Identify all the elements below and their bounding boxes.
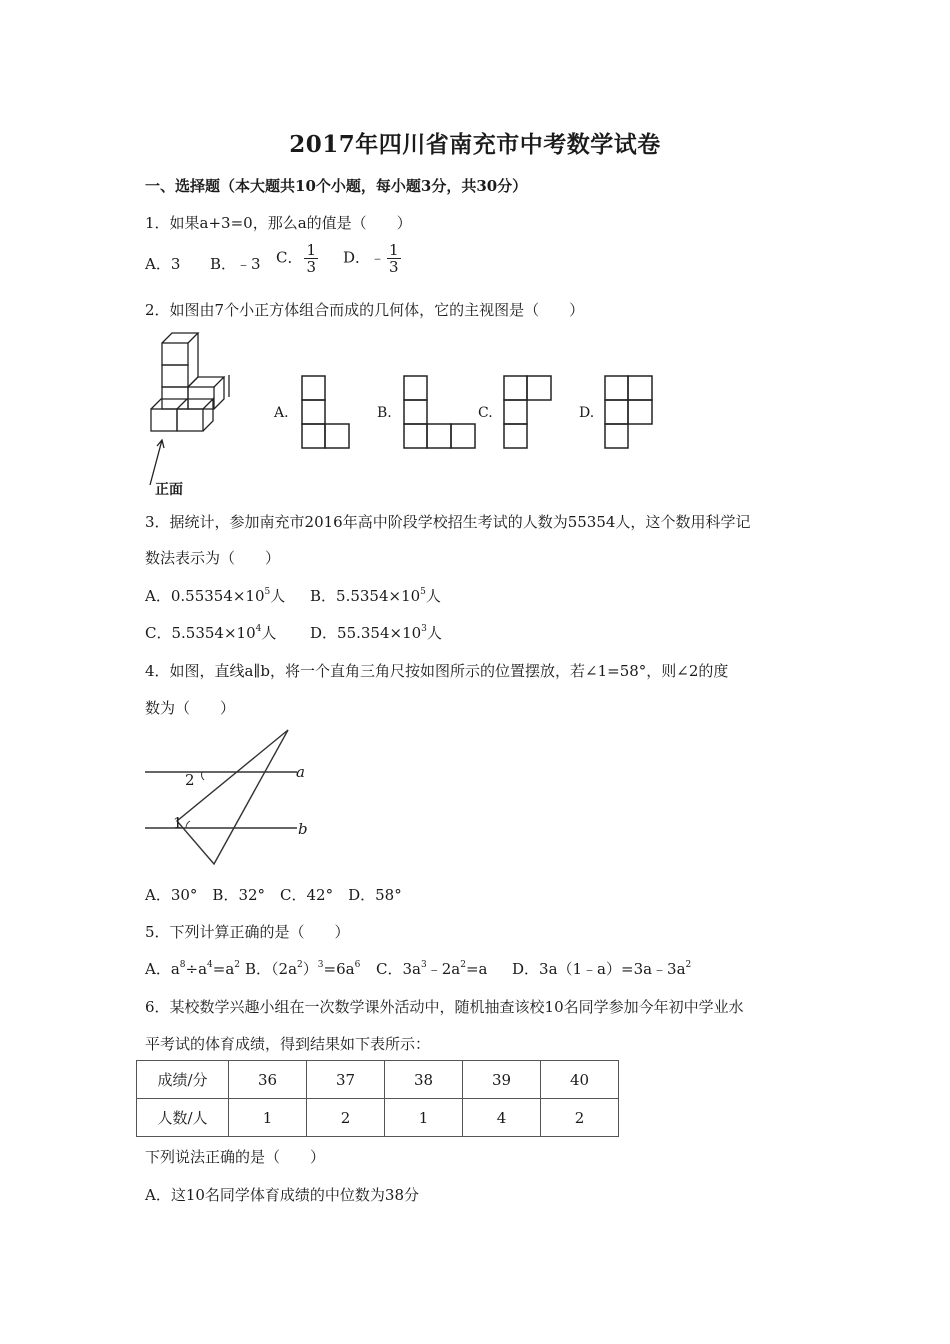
table-cell: 36 <box>229 1061 307 1099</box>
table-cell: 2 <box>307 1099 385 1137</box>
exponent: 4 <box>255 624 262 634</box>
table-row <box>137 1099 619 1137</box>
question-4-options: A．30° B．32° C．42° D．58° <box>145 886 402 904</box>
text: =a <box>465 960 488 978</box>
unit: 人 <box>426 624 442 642</box>
text: =a <box>212 960 235 978</box>
text: C．3a <box>376 960 421 978</box>
base: B．5.5354×10 <box>310 587 421 605</box>
section-heading: 一、选择题（本大题共10个小题，每小题3分，共30分） <box>145 177 528 195</box>
question-5-option-b <box>245 958 360 979</box>
question-1-option-a: A．3 <box>145 255 181 273</box>
base: C．5.5354×10 <box>145 624 256 642</box>
front-view-option-d <box>604 375 654 450</box>
text: ） <box>302 960 318 978</box>
line-a-label: a <box>296 763 305 781</box>
front-view-option-b <box>403 375 478 450</box>
exponent: 2 <box>685 960 692 970</box>
exponent: 3 <box>317 960 324 970</box>
exponent: 5 <box>264 587 271 597</box>
question-5-stem: 5．下列计算正确的是（ ） <box>145 923 350 941</box>
question-5-option-d <box>512 958 691 979</box>
question-3-option-a <box>145 585 285 606</box>
exponent: 6 <box>354 960 361 970</box>
exponent: 2 <box>297 960 303 970</box>
fraction-denominator: 3 <box>389 258 399 276</box>
table-row <box>137 1061 619 1099</box>
view-option-d-label: D. <box>579 405 595 421</box>
front-label: 正面 <box>155 482 183 498</box>
option-d-prefix: D．﹣ <box>343 248 386 267</box>
question-5-option-c <box>376 958 487 979</box>
option-c-prefix: C． <box>276 248 303 267</box>
front-view-option-c <box>503 375 553 450</box>
question-3-stem-line2: 数法表示为（ ） <box>145 549 281 567</box>
view-option-a-label: A. <box>274 405 289 421</box>
text: A．a <box>145 960 180 978</box>
question-4-stem-line1: 4．如图，直线a∥b，将一个直角三角尺按如图所示的位置摆放，若∠1=58°，则∠2的度 <box>145 662 729 680</box>
question-1-option-d <box>343 242 403 275</box>
table-cell: 2 <box>541 1099 619 1137</box>
question-3-option-c <box>145 622 276 643</box>
text: D．3a（1﹣a）=3a﹣3a <box>512 960 686 978</box>
text: ﹣2a <box>426 960 461 978</box>
text: ÷a <box>185 960 208 978</box>
view-option-b-label: B. <box>377 405 392 421</box>
score-table <box>136 1060 619 1137</box>
view-option-c-label: C. <box>478 405 493 421</box>
line-b-label: b <box>298 820 308 838</box>
question-6-stem-line1: 6．某校数学兴趣小组在一次数学课外活动中，随机抽查该校10名同学参加今年初中学业水 <box>145 998 744 1016</box>
table-cell: 40 <box>541 1061 619 1099</box>
fraction-denominator: 3 <box>306 258 317 276</box>
exponent: 3 <box>420 960 427 970</box>
base: A．0.55354×10 <box>145 587 265 605</box>
cube-solid-figure <box>140 325 240 500</box>
table-cell: 39 <box>463 1061 541 1099</box>
unit: 人 <box>261 624 277 642</box>
angle-2-label: 2 <box>185 771 195 789</box>
unit: 人 <box>425 587 441 605</box>
front-view-option-a <box>301 375 351 450</box>
question-1-stem: 1．如果a+3=0，那么a的值是（ ） <box>145 214 412 232</box>
table-cell: 37 <box>307 1061 385 1099</box>
question-3-stem-line1: 3．据统计，参加南充市2016年高中阶段学校招生考试的人数为55354人，这个数用科学记 <box>145 513 751 531</box>
question-2-stem: 2．如图由7个小正方体组合而成的几何体，它的主视图是（ ） <box>145 301 585 319</box>
exponent: 4 <box>207 960 213 970</box>
question-1-option-b: B．﹣3 <box>210 255 261 273</box>
question-4-stem-line2: 数为（ ） <box>145 699 236 717</box>
question-6-prompt: 下列说法正确的是（ ） <box>145 1148 326 1166</box>
question-6-option-a: A．这10名同学体育成绩的中位数为38分 <box>145 1186 420 1204</box>
question-6-stem-line2: 平考试的体育成绩，得到结果如下表所示： <box>145 1035 431 1053</box>
question-5-option-a <box>145 958 240 979</box>
fraction-one-third <box>304 242 318 275</box>
table-cell: 38 <box>385 1061 463 1099</box>
table-cell: 1 <box>229 1099 307 1137</box>
fraction-numerator: 1 <box>306 241 317 259</box>
question-3-option-d <box>310 622 442 643</box>
exponent: 3 <box>421 624 427 634</box>
text: B．（2a <box>245 960 298 978</box>
question-1-option-c <box>276 242 320 275</box>
question-3-option-b <box>310 585 441 606</box>
fraction-one-third <box>387 242 401 275</box>
base: D．55.354×10 <box>310 624 422 642</box>
table-header-cell: 成绩/分 <box>137 1061 229 1099</box>
parallel-lines-triangle-figure <box>140 725 320 870</box>
exponent: 5 <box>420 587 426 597</box>
unit: 人 <box>270 587 286 605</box>
set-square <box>177 730 288 864</box>
table-header-cell: 人数/人 <box>137 1099 229 1137</box>
exponent: 2 <box>234 960 241 970</box>
angle-1-label: 1 <box>173 814 183 832</box>
table-cell: 4 <box>463 1099 541 1137</box>
fraction-numerator: 1 <box>389 241 399 259</box>
exponent: 2 <box>460 960 466 970</box>
page-title: 2017年四川省南充市中考数学试卷 <box>289 131 661 158</box>
text: =6a <box>323 960 355 978</box>
table-cell: 1 <box>385 1099 463 1137</box>
exponent: 8 <box>179 960 186 970</box>
